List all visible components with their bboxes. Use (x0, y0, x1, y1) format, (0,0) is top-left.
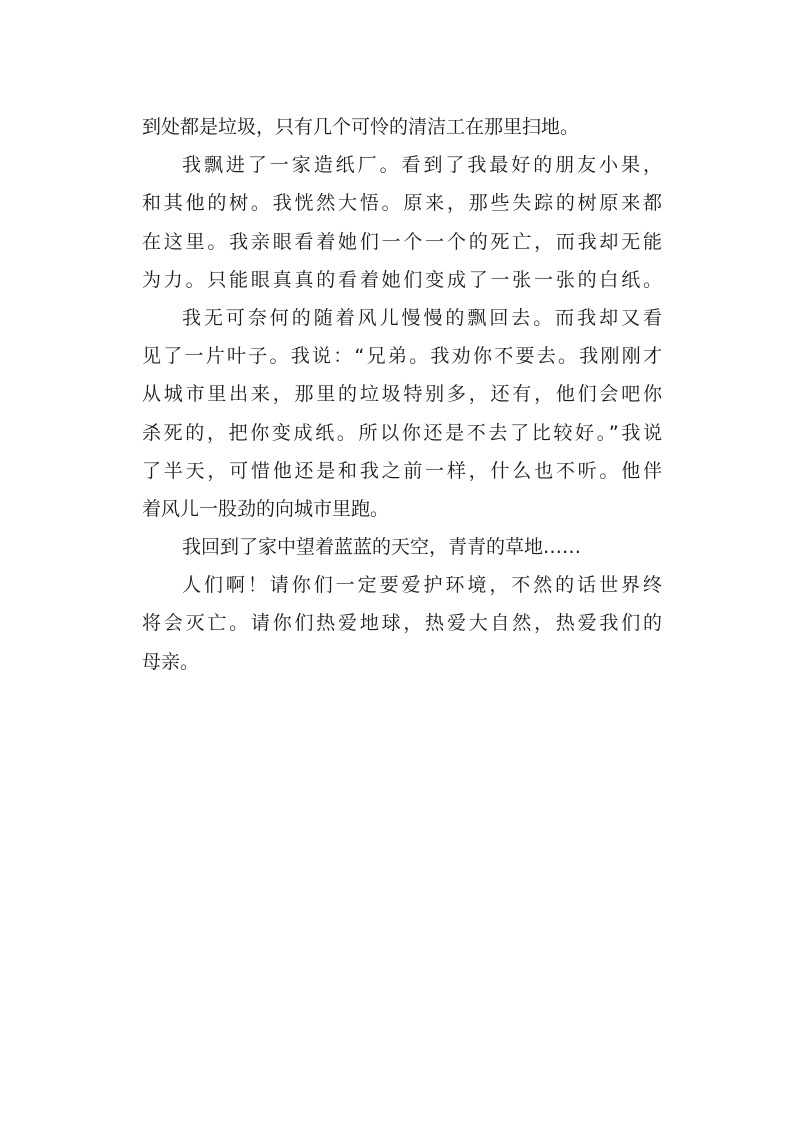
text-line: 母亲。 (142, 650, 200, 673)
text-line: 到处都是垃圾，只有几个可怜的清洁工在那里扫地。 (142, 116, 580, 138)
text-line: 我飘进了一家造纸厂。看到了我最好的朋友小果， (182, 154, 662, 177)
text-line: 从城市里出来，那里的垃圾特别多，还有，他们会吧你 (142, 383, 662, 406)
text-line: 我无可奈何的随着风儿慢慢的飘回去。而我却又看 (182, 306, 662, 329)
text-line: 将会灭亡。请你们热爱地球，热爱大自然，热爱我们的 (142, 612, 662, 635)
text-line: 了半天，可惜他还是和我之前一样，什么也不听。他伴 (142, 459, 662, 482)
text-line: 见了一片叶子。我说：“兄弟。我劝你不要去。我刚刚才 (142, 345, 662, 368)
text-line: 在这里。我亲眼看着她们一个一个的死亡，而我却无能 (142, 230, 662, 253)
text-line: 着风儿一股劲的向城市里跑。 (142, 497, 390, 520)
document-body (142, 108, 662, 681)
text-line: 我回到了家中望着蓝蓝的天空，青青的草地…… (182, 536, 582, 559)
text-line: 为力。只能眼真真的看着她们变成了一张一张的白纸。 (142, 268, 662, 291)
text-line: 杀死的，把你变成纸。所以你还是不去了比较好。”我说 (142, 421, 662, 444)
text-line: 和其他的树。我恍然大悟。原来，那些失踪的树原来都 (142, 192, 662, 215)
text-line: 人们啊！请你们一定要爱护环境，不然的话世界终 (182, 574, 662, 597)
